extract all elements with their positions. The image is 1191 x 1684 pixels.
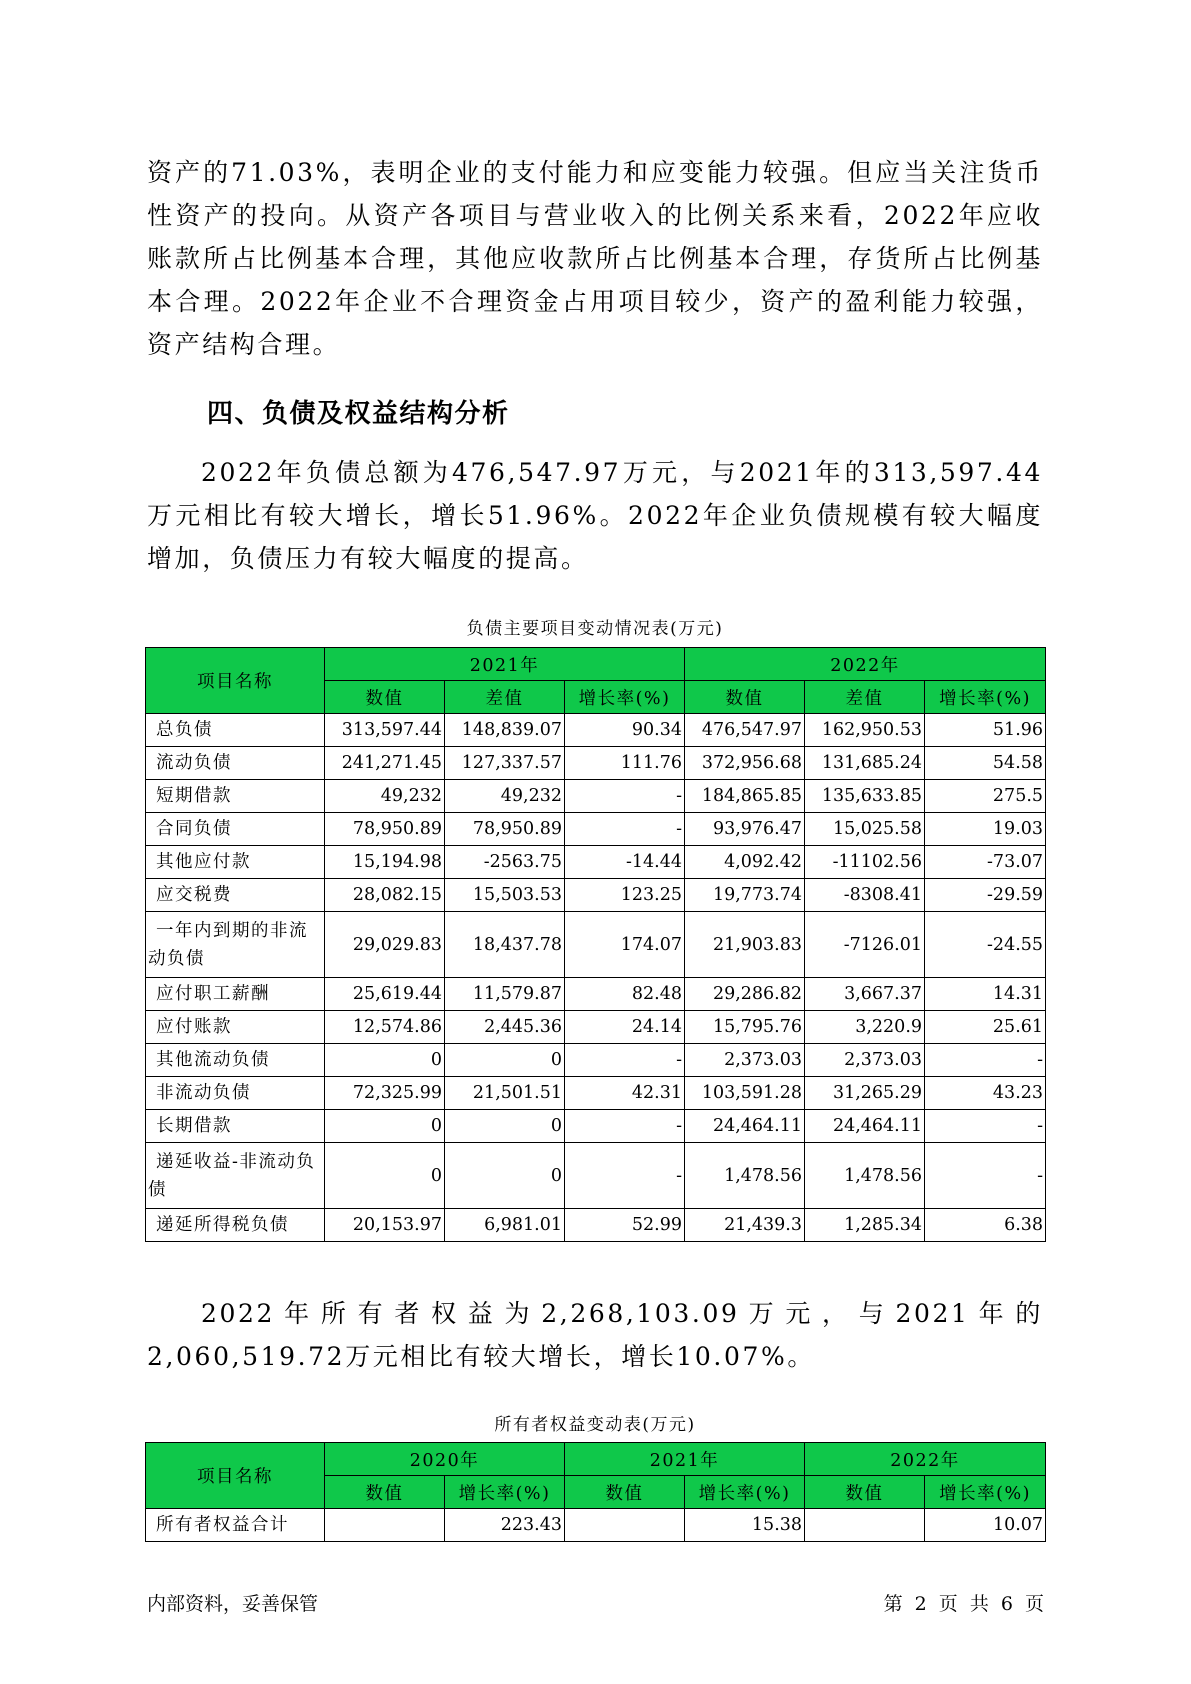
value-2021: 15,194.98 — [325, 846, 445, 879]
value-2021: 72,325.99 — [325, 1077, 445, 1110]
value-2021 — [565, 1509, 685, 1542]
equity-table-body — [146, 1509, 1046, 1542]
value-2021: 78,950.89 — [325, 813, 445, 846]
rate-2021: -14.44 — [565, 846, 685, 879]
footer-confidential-note: 内部资料，妥善保管 — [147, 1593, 319, 1615]
table-row — [146, 912, 1046, 978]
value-2022: 4,092.42 — [685, 846, 805, 879]
rate-2022: 275.5 — [925, 780, 1046, 813]
value-2022: 19,773.74 — [685, 879, 805, 912]
rate-2022: 10.07 — [925, 1509, 1046, 1542]
liability-table — [145, 647, 1046, 1242]
table-row — [146, 1077, 1046, 1110]
row-label: 应付账款 — [146, 1011, 325, 1044]
table-row — [146, 747, 1046, 780]
value-2021: 241,271.45 — [325, 747, 445, 780]
value-2022: 372,956.68 — [685, 747, 805, 780]
table-row — [146, 846, 1046, 879]
rate-2021: - — [565, 1110, 685, 1143]
rate-2022: -24.55 — [925, 912, 1046, 978]
rate-2022: 14.31 — [925, 978, 1046, 1011]
row-label: 一年内到期的非流动负债 — [146, 912, 325, 978]
rate-2021: 82.48 — [565, 978, 685, 1011]
rate-2021: - — [565, 780, 685, 813]
header-diff: 差值 — [445, 681, 565, 714]
table-row — [146, 1143, 1046, 1209]
section-heading: 四、负债及权益结构分析 — [207, 399, 510, 429]
row-label: 其他应付款 — [146, 846, 325, 879]
value-2021: 25,619.44 — [325, 978, 445, 1011]
header-year-2021: 2021年 — [565, 1443, 805, 1476]
table1-caption: 负债主要项目变动情况表(万元) — [466, 619, 724, 639]
value-2022: 29,286.82 — [685, 978, 805, 1011]
diff-2022: 131,685.24 — [805, 747, 925, 780]
row-label: 递延收益-非流动负债 — [146, 1143, 325, 1209]
value-2021: 0 — [325, 1044, 445, 1077]
value-2022: 21,439.3 — [685, 1209, 805, 1242]
diff-2022: 162,950.53 — [805, 714, 925, 747]
rate-2021: 174.07 — [565, 912, 685, 978]
value-2020 — [325, 1509, 445, 1542]
diff-2022: 135,633.85 — [805, 780, 925, 813]
value-2021: 0 — [325, 1110, 445, 1143]
table-row — [146, 1011, 1046, 1044]
footer-page-number: 第 2 页 共 6 页 — [883, 1593, 1044, 1615]
rate-2020: 223.43 — [445, 1509, 565, 1542]
diff-2021: 49,232 — [445, 780, 565, 813]
diff-2022: 3,220.9 — [805, 1011, 925, 1044]
rate-2022: -73.07 — [925, 846, 1046, 879]
diff-2022: 31,265.29 — [805, 1077, 925, 1110]
diff-2021: 18,437.78 — [445, 912, 565, 978]
diff-2022: -11102.56 — [805, 846, 925, 879]
diff-2022: 2,373.03 — [805, 1044, 925, 1077]
diff-2021: 11,579.87 — [445, 978, 565, 1011]
header-value: 数值 — [805, 1476, 925, 1509]
row-label: 应交税费 — [146, 879, 325, 912]
row-label: 长期借款 — [146, 1110, 325, 1143]
paragraph-liability-summary: 2022年负债总额为476,547.97万元，与2021年的313,597.44万元相比有较大增长，增长51.96%。2022年企业负债规模有较大幅度增加，负债压力有较大幅度的提高。 — [147, 458, 1043, 573]
table-row — [146, 1110, 1046, 1143]
rate-2021: 90.34 — [565, 714, 685, 747]
header-year-2020: 2020年 — [325, 1443, 565, 1476]
row-label: 所有者权益合计 — [146, 1509, 325, 1542]
diff-2021: 2,445.36 — [445, 1011, 565, 1044]
header-rate: 增长率(%) — [925, 681, 1046, 714]
table-row — [146, 714, 1046, 747]
rate-2021: 111.76 — [565, 747, 685, 780]
header-rate: 增长率(%) — [565, 681, 685, 714]
value-2021: 313,597.44 — [325, 714, 445, 747]
value-2021: 20,153.97 — [325, 1209, 445, 1242]
row-label: 非流动负债 — [146, 1077, 325, 1110]
diff-2021: 6,981.01 — [445, 1209, 565, 1242]
value-2022: 93,976.47 — [685, 813, 805, 846]
diff-2021: -2563.75 — [445, 846, 565, 879]
header-rate: 增长率(%) — [925, 1476, 1046, 1509]
diff-2021: 15,503.53 — [445, 879, 565, 912]
table-row — [146, 1044, 1046, 1077]
row-label: 应付职工薪酬 — [146, 978, 325, 1011]
value-2022: 15,795.76 — [685, 1011, 805, 1044]
table-row — [146, 1509, 1046, 1542]
table-row — [146, 813, 1046, 846]
header-diff: 差值 — [805, 681, 925, 714]
value-2021: 0 — [325, 1143, 445, 1209]
header-year-2022: 2022年 — [685, 648, 1046, 681]
header-value: 数值 — [565, 1476, 685, 1509]
rate-2021: - — [565, 1044, 685, 1077]
row-label: 短期借款 — [146, 780, 325, 813]
header-item-name: 项目名称 — [146, 648, 325, 714]
diff-2022: 3,667.37 — [805, 978, 925, 1011]
value-2021: 12,574.86 — [325, 1011, 445, 1044]
rate-2021: 123.25 — [565, 879, 685, 912]
row-label: 总负债 — [146, 714, 325, 747]
header-year-2022: 2022年 — [805, 1443, 1046, 1476]
diff-2021: 0 — [445, 1110, 565, 1143]
paragraph-asset-summary — [147, 151, 1043, 366]
rate-2022: - — [925, 1044, 1046, 1077]
diff-2021: 78,950.89 — [445, 813, 565, 846]
rate-2022: 19.03 — [925, 813, 1046, 846]
equity-table — [145, 1442, 1046, 1542]
header-value: 数值 — [325, 681, 445, 714]
diff-2022: -8308.41 — [805, 879, 925, 912]
diff-2022: 1,285.34 — [805, 1209, 925, 1242]
rate-2022: 6.38 — [925, 1209, 1046, 1242]
value-2022: 2,373.03 — [685, 1044, 805, 1077]
rate-2021: - — [565, 813, 685, 846]
header-rate: 增长率(%) — [445, 1476, 565, 1509]
rate-2022: 25.61 — [925, 1011, 1046, 1044]
value-2022: 184,865.85 — [685, 780, 805, 813]
value-2021: 49,232 — [325, 780, 445, 813]
diff-2022: 15,025.58 — [805, 813, 925, 846]
rate-2022: 43.23 — [925, 1077, 1046, 1110]
diff-2021: 0 — [445, 1044, 565, 1077]
diff-2021: 0 — [445, 1143, 565, 1209]
table-row — [146, 879, 1046, 912]
value-2021: 28,082.15 — [325, 879, 445, 912]
rate-2022: - — [925, 1110, 1046, 1143]
value-2022: 24,464.11 — [685, 1110, 805, 1143]
rate-2022: 51.96 — [925, 714, 1046, 747]
diff-2022: 24,464.11 — [805, 1110, 925, 1143]
header-value: 数值 — [325, 1476, 445, 1509]
row-label: 递延所得税负债 — [146, 1209, 325, 1242]
rate-2022: 54.58 — [925, 747, 1046, 780]
value-2022: 476,547.97 — [685, 714, 805, 747]
value-2022: 103,591.28 — [685, 1077, 805, 1110]
diff-2021: 148,839.07 — [445, 714, 565, 747]
rate-2021: 15.38 — [685, 1509, 805, 1542]
header-item-name: 项目名称 — [146, 1443, 325, 1509]
rate-2021: 24.14 — [565, 1011, 685, 1044]
rate-2022: -29.59 — [925, 879, 1046, 912]
diff-2021: 127,337.57 — [445, 747, 565, 780]
value-2022: 1,478.56 — [685, 1143, 805, 1209]
header-rate: 增长率(%) — [685, 1476, 805, 1509]
diff-2021: 21,501.51 — [445, 1077, 565, 1110]
rate-2021: 42.31 — [565, 1077, 685, 1110]
liability-table-body — [146, 714, 1046, 1242]
table-row — [146, 1209, 1046, 1242]
paragraph-text: 资产的71.03%，表明企业的支付能力和应变能力较强。但应当关注货币性资产的投向。从资产各项目与营业收入的比例关系来看，2022年应收账款所占比例基本合理，其他应收款所占比例基本合理，存货所占比例基本合理。2022年企业不合理资金占用项目较少，资产的盈利能力较强，资产结构合理。 — [147, 158, 1043, 359]
value-2021: 29,029.83 — [325, 912, 445, 978]
header-value: 数值 — [685, 681, 805, 714]
rate-2021: - — [565, 1143, 685, 1209]
diff-2022: 1,478.56 — [805, 1143, 925, 1209]
row-label: 合同负债 — [146, 813, 325, 846]
row-label: 其他流动负债 — [146, 1044, 325, 1077]
rate-2022: - — [925, 1143, 1046, 1209]
paragraph-equity-summary: 2022年所有者权益为2,268,103.09万元，与2021年的2,060,519.72万元相比有较大增长，增长10.07%。 — [147, 1299, 1043, 1371]
row-label: 流动负债 — [146, 747, 325, 780]
header-year-2021: 2021年 — [325, 648, 685, 681]
diff-2022: -7126.01 — [805, 912, 925, 978]
rate-2021: 52.99 — [565, 1209, 685, 1242]
table-row — [146, 978, 1046, 1011]
table-row — [146, 780, 1046, 813]
table2-caption: 所有者权益变动表(万元) — [494, 1415, 696, 1435]
value-2022: 21,903.83 — [685, 912, 805, 978]
value-2022 — [805, 1509, 925, 1542]
